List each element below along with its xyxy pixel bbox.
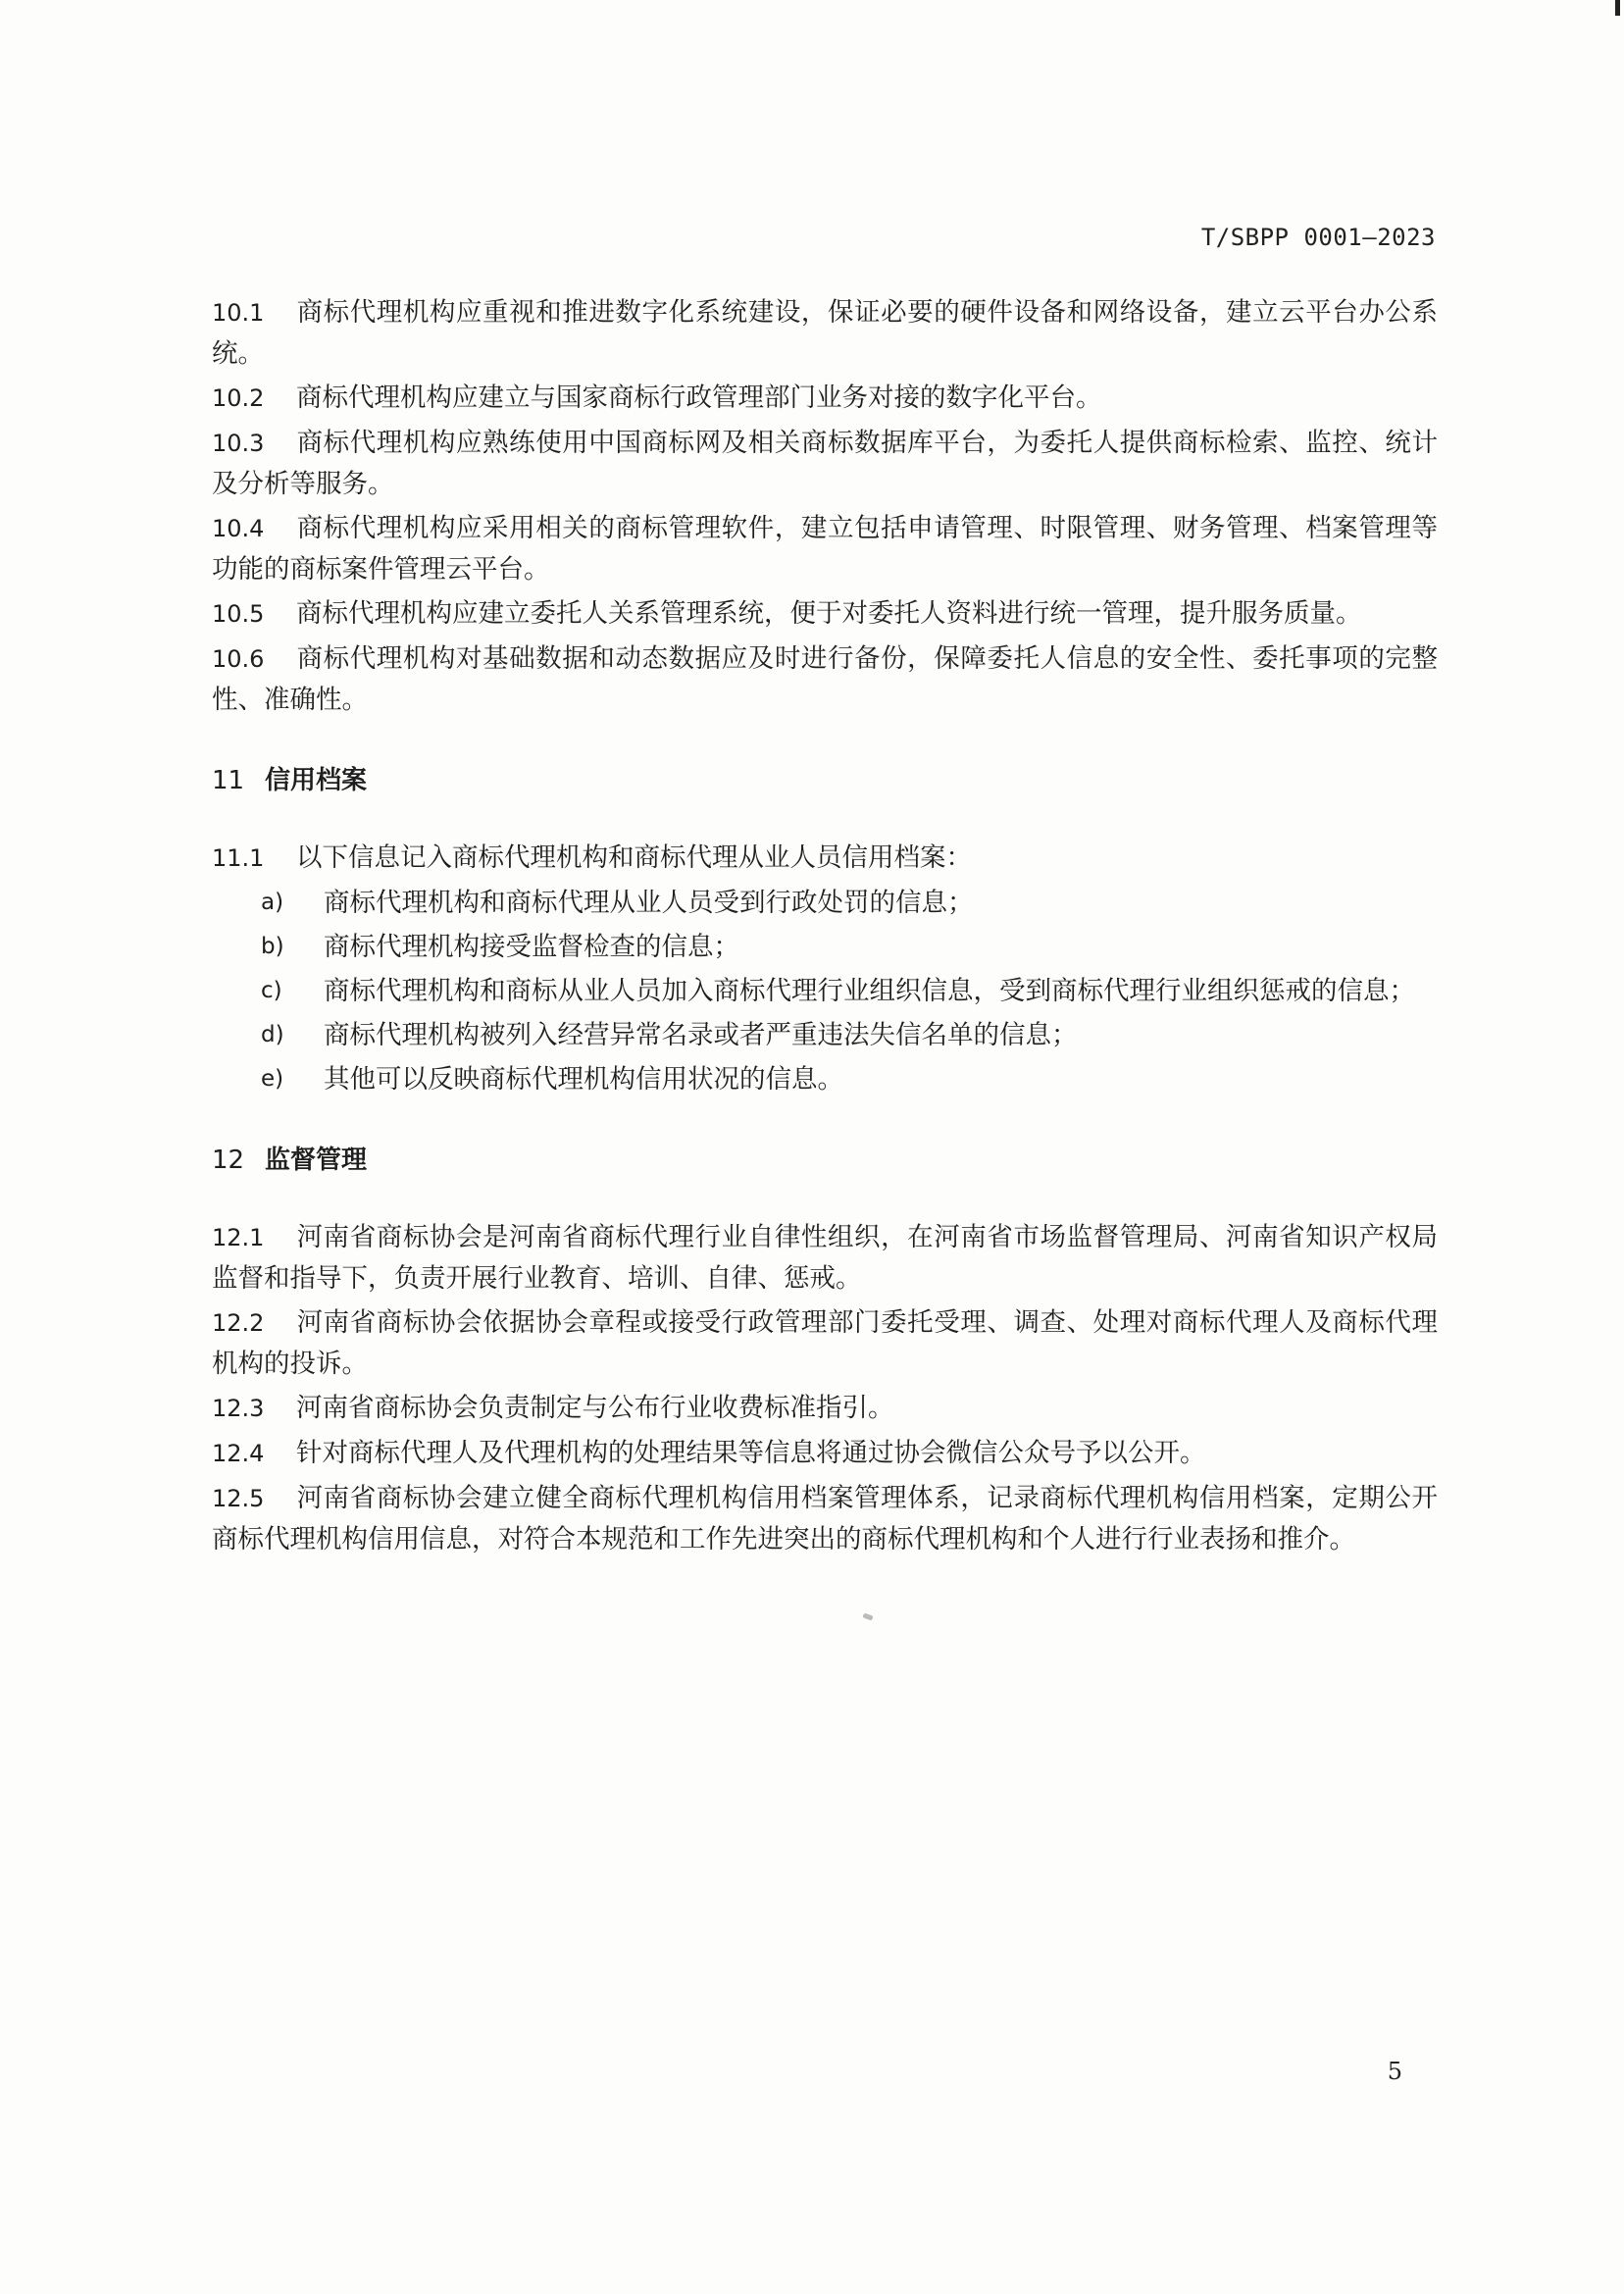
- scan-corner-mark: [1615, 0, 1620, 16]
- page-number: 5: [1387, 2058, 1402, 2085]
- clause-text: 河南省商标协会建立健全商标代理机构信用档案管理体系，记录商标代理机构信用档案，定期公开商标代理机构信用信息，对符合本规范和工作先进突出的商标代理机构和个人进行行业表扬和推介。: [212, 1483, 1438, 1555]
- clause-number: 12.4: [212, 1440, 265, 1467]
- list-item: [212, 971, 1438, 1011]
- clause-text: 商标代理机构应建立委托人关系管理系统，便于对委托人资料进行统一管理，提升服务质量。: [296, 598, 1362, 629]
- clause-number: 12.1: [212, 1224, 265, 1251]
- clause-12-2: [212, 1302, 1438, 1384]
- list-item: [212, 1015, 1438, 1055]
- clause-text: 商标代理机构对基础数据和动态数据应及时进行备份，保障委托人信息的安全性、委托事项的完整性、准确性。: [212, 643, 1438, 715]
- section-title: 信用档案: [265, 766, 368, 795]
- section-title: 监督管理: [265, 1146, 368, 1175]
- scan-speck: [862, 1612, 873, 1620]
- list-item: [212, 927, 1438, 967]
- list-item-text: 商标代理机构和商标从业人员加入商标代理行业组织信息，受到商标代理行业组织惩戒的信息；: [324, 976, 1415, 1006]
- standard-code: T/SBPP 0001—2023: [1200, 224, 1436, 251]
- section-10: [212, 292, 1438, 720]
- list-item-label: a): [261, 890, 284, 915]
- clause-number: 10.4: [212, 515, 265, 542]
- list-item-text: 商标代理机构和商标代理从业人员受到行政处罚的信息；: [324, 888, 974, 918]
- clause-12-1: [212, 1217, 1438, 1299]
- clause-11-1: [212, 838, 1438, 879]
- clause-text: 河南省商标协会依据协会章程或接受行政管理部门委托受理、调查、处理对商标代理人及商标代理机构的投诉。: [212, 1307, 1438, 1379]
- clause-number: 10.1: [212, 299, 265, 327]
- clause-text: 商标代理机构应建立与国家商标行政管理部门业务对接的数字化平台。: [296, 382, 1102, 413]
- clause-10-1: [212, 292, 1438, 374]
- clause-12-5: [212, 1478, 1438, 1559]
- clause-10-5: [212, 593, 1438, 635]
- clause-text: 商标代理机构应重视和推进数字化系统建设，保证必要的硬件设备和网络设备，建立云平台办公系统。: [212, 297, 1438, 369]
- clause-number: 12.3: [212, 1395, 265, 1422]
- clause-12-3: [212, 1388, 1438, 1429]
- document-body: [212, 292, 1438, 1563]
- list-item-text: 其他可以反映商标代理机构信用状况的信息。: [324, 1064, 843, 1095]
- list-item: [212, 1059, 1438, 1099]
- clause-10-4: [212, 508, 1438, 589]
- section-number: 12: [212, 1146, 245, 1175]
- list-item-label: e): [261, 1066, 284, 1092]
- section-12: [212, 1141, 1438, 1559]
- clause-number: 10.6: [212, 645, 265, 673]
- list-item-text: 商标代理机构接受监督检查的信息；: [324, 932, 739, 962]
- section-heading: [212, 1141, 1438, 1180]
- list-item-label: c): [261, 978, 282, 1003]
- clause-number: 10.2: [212, 384, 265, 412]
- list-item-label: b): [261, 934, 284, 959]
- list-item-text: 商标代理机构被列入经营异常名录或者严重违法失信名单的信息；: [324, 1020, 1078, 1050]
- list-item: [212, 883, 1438, 923]
- clause-10-3: [212, 423, 1438, 504]
- credit-info-list: [212, 883, 1438, 1099]
- clause-text: 河南省商标协会是河南省商标代理行业自律性组织，在河南省市场监督管理局、河南省知识产权局监督和指导下，负责开展行业教育、培训、自律、惩戒。: [212, 1222, 1438, 1294]
- section-number: 11: [212, 766, 245, 795]
- clause-number: 10.5: [212, 600, 265, 628]
- clause-text: 河南省商标协会负责制定与公布行业收费标准指引。: [296, 1393, 894, 1423]
- clause-10-6: [212, 638, 1438, 720]
- clause-text: 商标代理机构应熟练使用中国商标网及相关商标数据库平台，为委托人提供商标检索、监控、统计及分析等服务。: [212, 428, 1438, 499]
- clause-number: 10.3: [212, 430, 265, 457]
- clause-text: 商标代理机构应采用相关的商标管理软件，建立包括申请管理、时限管理、财务管理、档案管理等功能的商标案件管理云平台。: [212, 513, 1438, 585]
- clause-text: 以下信息记入商标代理机构和商标代理从业人员信用档案：: [296, 842, 972, 873]
- clause-number: 12.5: [212, 1485, 265, 1512]
- clause-10-2: [212, 378, 1438, 419]
- clause-text: 针对商标代理人及代理机构的处理结果等信息将通过协会微信公众号予以公开。: [296, 1438, 1206, 1468]
- section-11: [212, 761, 1438, 1099]
- section-heading: [212, 761, 1438, 800]
- clause-number: 11.1: [212, 844, 265, 872]
- list-item-label: d): [261, 1022, 284, 1047]
- clause-number: 12.2: [212, 1309, 265, 1337]
- clause-12-4: [212, 1433, 1438, 1474]
